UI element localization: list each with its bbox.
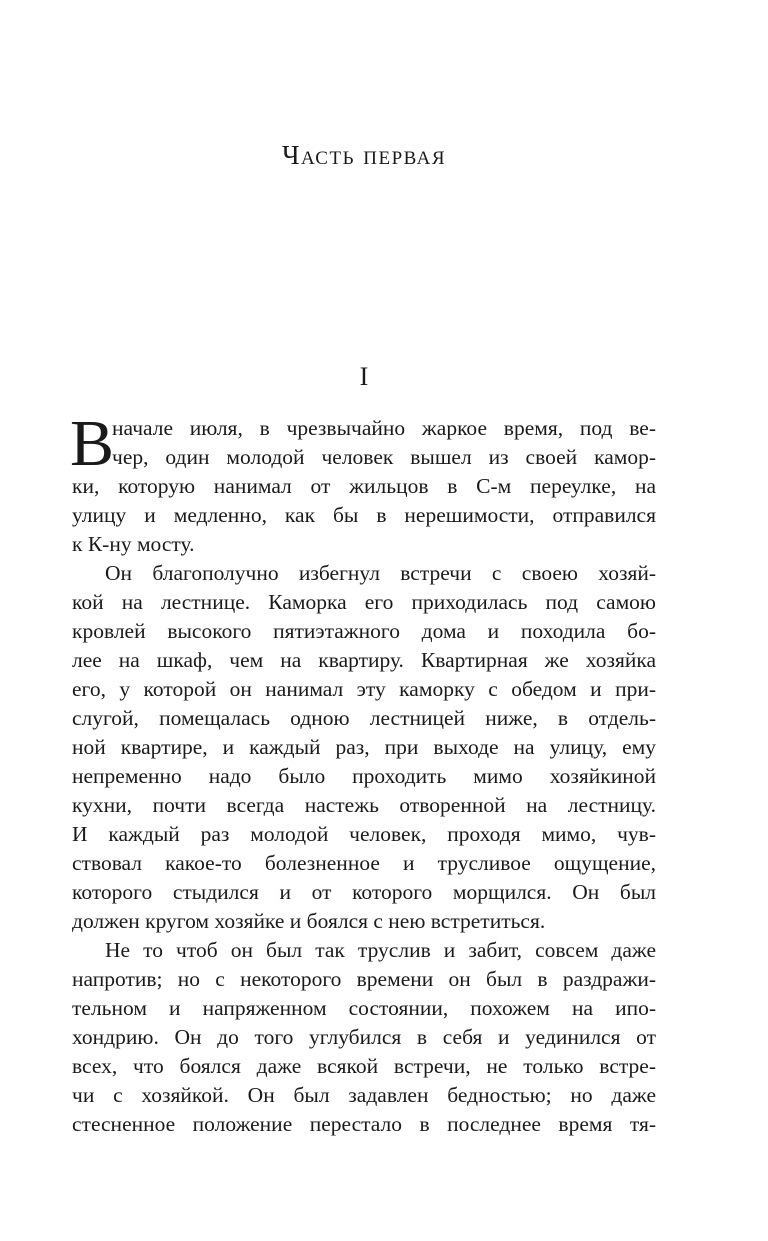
- text-line: лее на шкаф, чем на квартиру. Квартирная же хозяйка: [72, 648, 656, 672]
- text-line: к К-ну мосту.: [72, 532, 195, 556]
- text-line: И каждый раз молодой человек, проходя мимо, чув-: [72, 822, 656, 846]
- text-line: всех, что боялся даже всякой встречи, не только встре-: [72, 1054, 656, 1078]
- text-line: которого стыдился и от которого морщился. Он был: [72, 880, 656, 904]
- text-line: стесненное положение перестало в последнее время тя-: [72, 1112, 656, 1136]
- text-line: напротив; но с некоторого времени он был в раздражи-: [72, 967, 656, 991]
- body-text: [70, 407, 656, 1139]
- text-line: тельном и напряженном состоянии, похожем на ипо-: [72, 996, 656, 1020]
- text-line: ствовал какое-то болезненное и трусливое ощущение,: [72, 851, 656, 875]
- text-line: хондрию. Он до того углубился в себя и уединился от: [72, 1025, 656, 1049]
- drop-cap: В: [70, 407, 115, 480]
- text-line: чи с хозяйкой. Он был задавлен бедностью; но даже: [72, 1083, 656, 1107]
- text-line: улицу и медленно, как бы в нерешимости, отправился: [72, 503, 656, 527]
- text-line: слугой, помещалась одною лестницей ниже, в отдель-: [72, 706, 656, 730]
- text-line: ки, которую нанимал от жильцов в С-м переулке, на: [72, 474, 656, 498]
- chapter-number: I: [359, 362, 369, 391]
- text-line: должен кругом хозяйке и боялся с нею встретиться.: [72, 909, 546, 933]
- text-line: чер, один молодой человек вышел из своей камор-: [112, 445, 656, 469]
- part-title: Часть первая: [281, 140, 447, 170]
- text-line: Он благополучно избегнул встречи с своею хозяй-: [105, 561, 656, 585]
- text-line: Не то чтоб он был так труслив и забит, совсем даже: [105, 938, 656, 962]
- text-line: непременно надо было проходить мимо хозяйкиной: [72, 764, 656, 788]
- text-line: его, у которой он нанимал эту каморку с обедом и при-: [72, 677, 656, 701]
- text-line: кухни, почти всегда настежь отворенной на лестницу.: [72, 793, 656, 817]
- text-line: начале июля, в чрезвычайно жаркое время, под ве-: [112, 416, 656, 440]
- text-line: кой на лестнице. Каморка его приходилась под самою: [72, 590, 656, 614]
- text-line: кровлей высокого пятиэтажного дома и походила бо-: [72, 619, 656, 643]
- text-line: ной квартире, и каждый раз, при выходе на улицу, ему: [72, 735, 656, 759]
